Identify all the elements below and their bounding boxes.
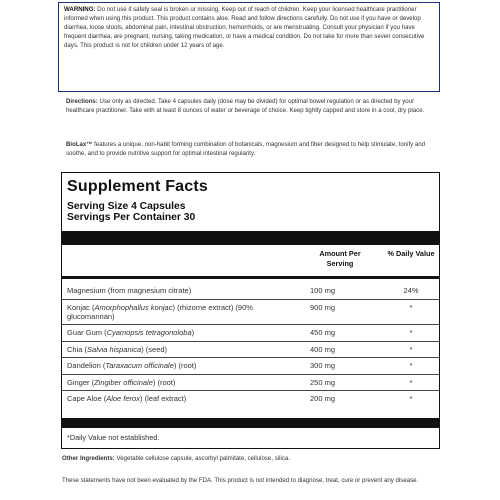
biolax-paragraph [66,140,438,159]
nutrient-name-common: Chia ( [67,345,88,354]
divider-bar-top [62,231,439,245]
directions-text: Use only as directed. Take 4 capsules daily (dose may be divided) for optimal bowel regulation or as directed by your healthcare practitioner. Take with at least 8 ounces of water or beverage of choice. Keep tightly capped and store in a cool, dry place. [66,98,425,115]
nutrient-name: Magnesium (from magnesium citrate) [67,286,192,295]
supplement-facts-title: Supplement Facts [67,178,209,195]
nutrient-name-common: Dandelion ( [67,361,106,370]
warning-box [58,2,440,92]
nutrient-name-latin: Zingiber officinale [94,378,153,387]
nutrient-name-latin: Amorphophallus konjac [94,303,173,312]
divider-bar-bottom [62,418,439,428]
fda-statement: These statements have not been evaluated by the FDA. This product is not intended to diagnose, treat, cure or prevent any disease. [62,477,419,484]
directions-paragraph [66,97,438,116]
nutrient-name [67,303,302,321]
nutrient-name-latin: Aloe ferox [106,394,140,403]
nutrient-name [67,345,302,354]
nutrient-name-latin: Cyamopsis tetragonoloba [106,328,192,337]
nutrient-daily-value: * [409,345,413,354]
biolax-text: features a unique, non-habit forming combination of botanicals, magnesium and fiber designed to help stimulate, tonify and soothe, and to provide nutritive support for optimal intestinal regularity. [66,141,426,158]
nutrient-daily-value: * [409,303,413,312]
serving-info [67,201,195,223]
servings-per-container: Servings Per Container 30 [67,212,196,223]
nutrient-name [67,378,302,387]
nutrient-name-common: Konjac ( [67,303,95,312]
nutrient-daily-value: * [409,361,413,370]
column-header-amount: Amount Per Serving [319,249,361,268]
daily-value-footnote: *Daily Value not established. [67,433,160,442]
nutrient-amount: 450 mg [310,328,336,337]
nutrient-amount: 250 mg [310,378,336,387]
nutrient-name-detail: ) (root) [173,361,197,370]
nutrient-name [67,361,302,370]
row-separator [62,374,439,375]
other-ingredients-label: Other Ingredients: [62,455,115,462]
nutrient-name-detail: ) (leaf extract) [139,394,187,403]
row-separator [62,299,439,300]
nutrient-daily-value: * [409,378,413,387]
other-ingredients-paragraph [62,454,442,463]
nutrient-name-detail: ) (rhizome extract) (90% glucomannan) [67,303,253,321]
nutrient-name-detail: ) [191,328,195,337]
nutrient-name [67,328,302,337]
biolax-label: BioLax™ [66,141,93,148]
row-separator [62,341,439,342]
header-rule [62,276,439,279]
row-separator [62,357,439,358]
warning-text: Do not use if safety seal is broken or missing. Keep out of reach of children. Keep your licensed healthcare practitioner informed when using this product. This product contains aloe. Read and follow directions carefully. Do not use if you have or develop diarrhea, loose stools, abdominal pain, intestinal obstruction, hemorrhoids, or are menstruating. Consult your physician if you have frequent diarrhea, are pregnant, nursing, taking medication, or have a medical condition. Do not take for more than seven consecutive days. This product is not for children under 12 years of age. [64,6,425,50]
nutrient-daily-value: * [409,394,413,403]
directions-label: Directions: [66,98,98,105]
warning-label: WARNING: [64,6,96,13]
nutrient-name-detail: ) (root) [152,378,176,387]
nutrient-amount: 200 mg [310,394,336,403]
nutrient-amount: 400 mg [310,345,336,354]
nutrient-amount: 300 mg [310,361,336,370]
supplement-facts-panel [61,172,440,449]
other-ingredients-text: Vegetable cellulose capsule, ascorbyl palmitate, cellulose, silica. [114,455,290,462]
nutrient-name-common: Ginger ( [67,378,95,387]
serving-size: Serving Size 4 Capsules [67,201,186,212]
nutrient-name-detail: ) (seed) [141,345,168,354]
nutrient-daily-value: * [409,328,413,337]
nutrient-name [67,394,302,403]
nutrient-name-latin: Taraxacum officinale [105,361,174,370]
nutrient-amount: 900 mg [310,303,336,312]
nutrient-name-common: Guar Gum ( [67,328,107,337]
nutrient-amount: 100 mg [310,286,336,295]
nutrient-name-common: Cape Aloe ( [67,394,107,403]
row-separator [62,390,439,391]
nutrient-name-latin: Salvia hispanica [87,345,142,354]
nutrient-daily-value: 24% [403,286,419,295]
column-header-daily-value: % Daily Value [387,249,435,258]
row-separator [62,324,439,325]
